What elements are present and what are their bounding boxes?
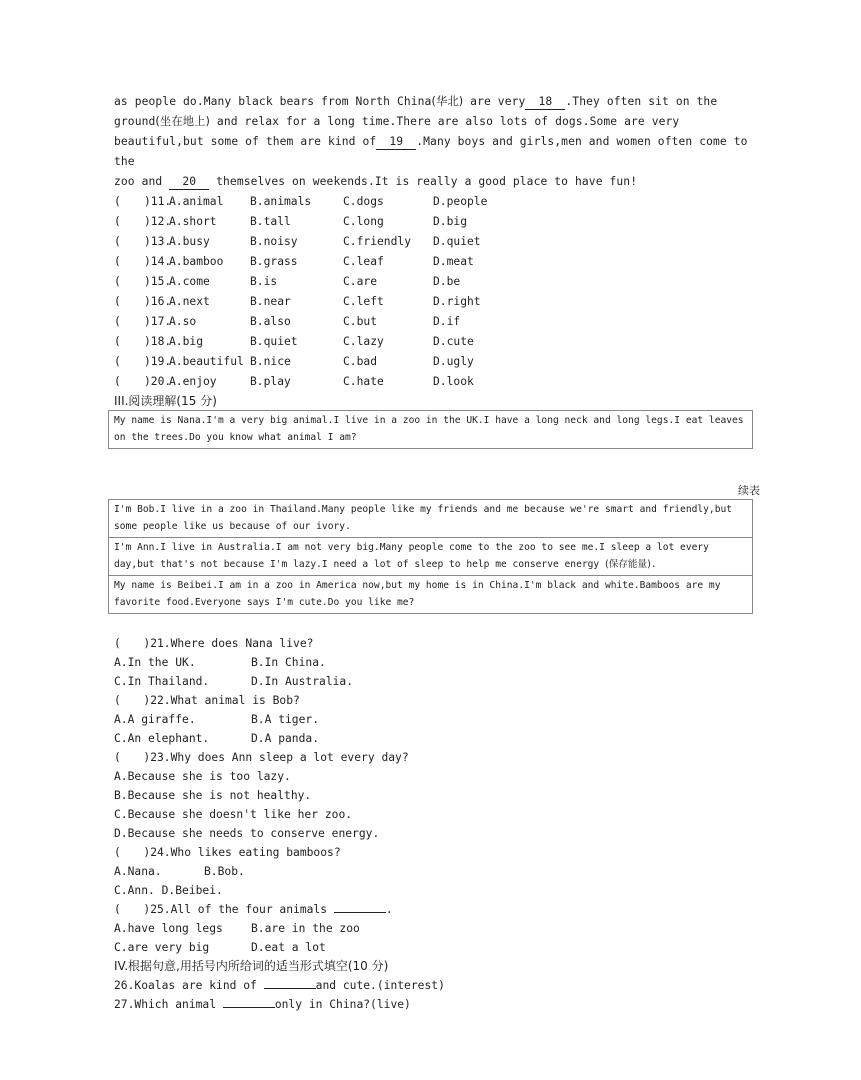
option-b: B.Bob. (204, 865, 245, 878)
option-a: A.In the UK. (114, 656, 196, 669)
option-d: D.ugly (433, 355, 474, 368)
passage-text: beautiful,but some of them are kind of (114, 135, 377, 148)
blank-18[interactable]: 18 (525, 95, 565, 110)
passage-text: zoo and (114, 175, 170, 188)
answer-paren[interactable]: ( (114, 295, 121, 308)
passage-text: .Many boys and girls,men and women often come to the (114, 135, 748, 168)
continued-label: 续表 (738, 484, 760, 497)
option-a: A.bamboo (169, 255, 224, 268)
option-b: B.near (250, 295, 291, 308)
question-27-hint: only in China?(live) (274, 998, 411, 1011)
passage-text: themselves on weekends.It is really a good place to have fun! (209, 175, 638, 188)
question-25-end: . (385, 903, 393, 916)
ann-text-end: . (650, 559, 657, 570)
question-number: )15. (144, 275, 172, 288)
question-number: )18. (144, 335, 172, 348)
option-c: C.but (343, 315, 378, 328)
bob-passage: I'm Bob.I live in a zoo in Thailand.Many people like my friends and me because we're smart and friendly,but some people like us because of our ivory. (109, 500, 753, 538)
question-number: )17. (144, 315, 172, 328)
option-c: C.hate (343, 375, 384, 388)
question-number: )12. (144, 215, 172, 228)
question-23-option-d: D.Because she needs to conserve energy. (114, 827, 380, 840)
passage-text: ground (114, 115, 156, 128)
reading-table-part-2 (108, 499, 753, 614)
answer-blank-25[interactable] (334, 900, 386, 913)
option-b: B.play (250, 375, 291, 388)
option-d: D.cute (433, 335, 474, 348)
option-a: A.animal (169, 195, 224, 208)
cloze-question-16[interactable] (114, 292, 754, 312)
question-23-option-a: A.Because she is too lazy. (114, 770, 291, 783)
question-27-text: 27.Which animal (114, 998, 223, 1011)
question-number: )11. (144, 195, 172, 208)
passage-annotation: (华北) (431, 95, 464, 108)
cloze-question-17[interactable] (114, 312, 754, 332)
option-c: C.lazy (343, 335, 384, 348)
option-d: D.right (433, 295, 481, 308)
nana-passage: My name is Nana.I'm a very big animal.I live in a zoo in the UK.I have a long neck and long legs.I eat leaves on the trees.Do you know what animal I am? (109, 411, 753, 449)
option-a: A.next (169, 295, 210, 308)
option-c: C.are very big (114, 941, 210, 954)
passage-line-2 (114, 112, 754, 132)
option-a: A.enjoy (169, 375, 217, 388)
option-d: D.people (433, 195, 488, 208)
section-3-title: III.阅读理解(15 分) (114, 394, 217, 408)
question-24-options-ab (114, 862, 754, 881)
section-4-title: IV.根据句意,用括号内所给词的适当形式填空(10 分) (114, 959, 389, 973)
option-b: B.tall (250, 215, 291, 228)
cloze-question-15[interactable] (114, 272, 754, 292)
answer-paren[interactable]: ( (114, 235, 121, 248)
question-21-options-ab (114, 653, 754, 672)
blank-19[interactable]: 19 (376, 135, 416, 150)
question-25-options-ab (114, 919, 754, 938)
option-b: B.noisy (250, 235, 298, 248)
answer-paren[interactable]: ( (114, 195, 121, 208)
question-21[interactable]: ( )21.Where does Nana live? (114, 637, 314, 650)
option-a: A.busy (169, 235, 210, 248)
question-23-option-b: B.Because she is not healthy. (114, 789, 312, 802)
answer-paren[interactable]: ( (114, 215, 121, 228)
blank-20[interactable]: 20 (169, 175, 209, 190)
answer-paren[interactable]: ( (114, 315, 121, 328)
question-26-hint: and cute.(interest) (315, 979, 445, 992)
answer-paren[interactable]: ( (114, 275, 121, 288)
cloze-question-13[interactable] (114, 232, 754, 252)
beibei-passage: My name is Beibei.I am in a zoo in America now,but my home is in China.I'm black and white.Bamboos are my favorite food.Everyone says I'm cute.Do you like me? (109, 576, 753, 614)
option-b: B.is (250, 275, 278, 288)
option-a: A.have long legs (114, 922, 223, 935)
option-b: B.A tiger. (251, 713, 320, 726)
option-b: B.grass (250, 255, 298, 268)
option-a: A.so (169, 315, 197, 328)
cloze-question-18[interactable] (114, 332, 754, 352)
question-25[interactable] (114, 900, 754, 919)
question-number: )13. (144, 235, 172, 248)
option-a: A.big (169, 335, 204, 348)
option-a: A.short (169, 215, 217, 228)
question-24[interactable]: ( )24.Who likes eating bamboos? (114, 846, 341, 859)
option-c: C.dogs (343, 195, 384, 208)
worksheet-page (114, 92, 760, 1014)
passage-text: and relax for a long time.There are also lots of dogs.Some are very (210, 115, 680, 128)
option-c: C.long (343, 215, 384, 228)
passage-line-3 (114, 132, 754, 172)
question-number: )19. (144, 355, 172, 368)
passage-text: are very (463, 95, 526, 108)
cloze-question-12[interactable] (114, 212, 754, 232)
ann-passage (109, 538, 753, 576)
question-21-options-cd (114, 672, 754, 691)
ann-annotation: (保存能量) (604, 559, 651, 570)
option-d: D.be (433, 275, 461, 288)
question-23[interactable]: ( )23.Why does Ann sleep a lot every day? (114, 751, 409, 764)
ann-text: I'm Ann.I live in Australia.I am not very big.Many people come to the zoo to see me.I sleep a lot every day,but that's not because I'm lazy.I need a lot of sleep to help me conserve energy (114, 542, 709, 570)
option-d: D.look (433, 375, 474, 388)
reading-table-part-1 (108, 410, 753, 449)
option-b: B.are in the zoo (251, 922, 360, 935)
question-26[interactable] (114, 976, 754, 995)
option-b: B.In China. (251, 656, 326, 669)
question-27[interactable] (114, 995, 754, 1014)
passage-text: as people do.Many black bears from North China (114, 95, 432, 108)
option-d: D.A panda. (251, 732, 320, 745)
option-d: D.if (433, 315, 461, 328)
question-22[interactable]: ( )22.What animal is Bob? (114, 694, 300, 707)
answer-paren[interactable]: ( (114, 375, 121, 388)
option-a: A.A giraffe. (114, 713, 196, 726)
option-d: D.big (433, 215, 468, 228)
reading-questions (114, 634, 754, 957)
option-c: C.leaf (343, 255, 384, 268)
option-c: C.friendly (343, 235, 412, 248)
option-c: C.bad (343, 355, 378, 368)
option-c: C.An elephant. (114, 732, 210, 745)
question-number: )14. (144, 255, 172, 268)
question-25-text: ( )25.All of the four animals (114, 903, 334, 916)
cloze-question-11[interactable] (114, 192, 754, 212)
option-d: D.meat (433, 255, 474, 268)
option-a: A.come (169, 275, 210, 288)
question-22-options-cd (114, 729, 754, 748)
option-b: B.animals (250, 195, 312, 208)
option-d: D.eat a lot (251, 941, 326, 954)
question-26-text: 26.Koalas are kind of (114, 979, 264, 992)
option-c: C.In Thailand. (114, 675, 210, 688)
cloze-options (114, 192, 754, 392)
passage-line-1 (114, 92, 754, 112)
answer-paren[interactable]: ( (114, 255, 121, 268)
passage-line-4 (114, 172, 754, 192)
cloze-question-19[interactable] (114, 352, 754, 372)
answer-paren[interactable]: ( (114, 335, 121, 348)
option-d: D.In Australia. (251, 675, 354, 688)
option-b: B.quiet (250, 335, 298, 348)
question-number: )16. (144, 295, 172, 308)
answer-blank-27[interactable] (223, 995, 275, 1008)
option-b: B.also (250, 315, 291, 328)
passage-text: .They often sit on the (565, 95, 718, 108)
option-b: B.nice (250, 355, 291, 368)
question-23-option-c: C.Because she doesn't like her zoo. (114, 808, 353, 821)
question-24-options-cd: C.Ann. D.Beibei. (114, 884, 223, 897)
option-a: A.Nana. (114, 865, 162, 878)
cloze-passage (114, 92, 754, 192)
passage-annotation: (坐在地上) (155, 115, 211, 128)
question-25-options-cd (114, 938, 754, 957)
question-number: )20. (144, 375, 172, 388)
answer-blank-26[interactable] (264, 976, 316, 989)
option-c: C.left (343, 295, 384, 308)
option-a: A.beautiful (169, 355, 244, 368)
option-d: D.quiet (433, 235, 481, 248)
option-c: C.are (343, 275, 378, 288)
cloze-question-14[interactable] (114, 252, 754, 272)
cloze-question-20[interactable] (114, 372, 754, 392)
question-22-options-ab (114, 710, 754, 729)
answer-paren[interactable]: ( (114, 355, 121, 368)
